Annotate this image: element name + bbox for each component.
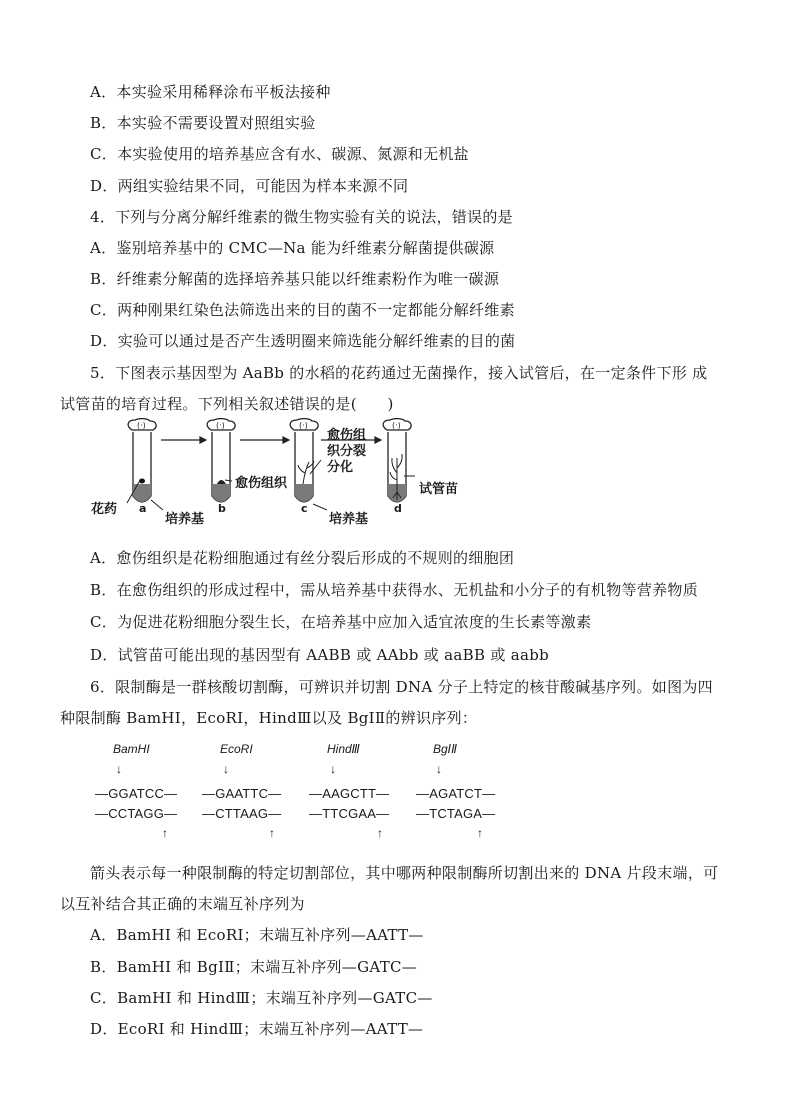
cut-arrow-up: ↑ (162, 826, 168, 840)
q5-option-c: C．为促进花粉细胞分裂生长，在培养基中应加入适宜浓度的生长素等激素 (90, 613, 592, 631)
q6-stem-line2: 种限制酶 BamHI，EcoRI，HindⅢ以及 BgⅠⅡ的辨识序列： (60, 709, 478, 727)
q4-option-b: B．纤维素分解菌的选择培养基只能以纤维素粉作为唯一碳源 (90, 270, 500, 288)
q3-option-a: A．本实验采用稀释涂布平板法接种 (90, 83, 331, 101)
q6-explanation-line1: 箭头表示每一种限制酶的特定切割部位，其中哪两种限制酶所切割出来的 DNA 片段末端，可 (90, 864, 719, 882)
label-anther: 花药 (91, 502, 118, 517)
svg-text:(·): (·) (299, 421, 308, 430)
svg-text:(·): (·) (392, 421, 401, 430)
cut-arrow-up: ↑ (269, 826, 275, 840)
q6-explanation-line2: 以互补结合其正确的末端互补序列为 (60, 895, 305, 913)
cut-arrow-down: ↓ (436, 762, 442, 776)
q6-option-a: A．BamHI 和 EcoRI；末端互补序列—AATT— (90, 926, 424, 944)
cut-arrow-down: ↓ (223, 762, 229, 776)
cut-arrow-up: ↑ (477, 826, 483, 840)
q3-option-c: C．本实验使用的培养基应含有水、碳源、氮源和无机盐 (90, 145, 469, 163)
enzyme-name-hindiii: HindⅢ (327, 742, 360, 756)
seq-hindiii-top: —AAGCTT— (309, 786, 390, 801)
q3-option-d: D．两组实验结果不同，可能因为样本来源不同 (90, 177, 409, 195)
label-process-1: 愈伤组 (327, 428, 367, 443)
q5-stem-line2: 试管苗的培育过程。下列相关叙述错误的是( ) (60, 395, 394, 413)
restriction-sequences-figure (95, 742, 515, 842)
cut-arrow-up: ↑ (377, 826, 383, 840)
q6-option-d: D．EcoRI 和 HindⅢ；末端互补序列—AATT— (90, 1020, 424, 1038)
tube-label-c: c (301, 502, 308, 515)
label-process-3: 分化 (327, 460, 354, 475)
q6-option-c: C．BamHI 和 HindⅢ；末端互补序列—GATC— (90, 989, 433, 1007)
seq-hindiii-bottom: —TTCGAA— (309, 806, 390, 821)
label-plantlet: 试管苗 (419, 482, 459, 497)
tissue-culture-figure (91, 418, 485, 527)
seq-bgiii-bottom: —TCTAGA— (416, 806, 496, 821)
enzyme-name-bgiii: BgⅠⅡ (433, 742, 458, 756)
tube-label-a: a (139, 502, 147, 515)
svg-text:(·): (·) (216, 421, 225, 430)
q3-option-b: B．本实验不需要设置对照组实验 (90, 114, 316, 132)
label-medium-b: 培养基 (165, 512, 205, 527)
seq-ecori-top: —GAATTC— (202, 786, 282, 801)
cut-arrow-down: ↓ (116, 762, 122, 776)
q5-option-b: B．在愈伤组织的形成过程中，需从培养基中获得水、无机盐和小分子的有机物等营养物质 (90, 581, 699, 599)
seq-bamhi-bottom: —CCTAGG— (95, 806, 178, 821)
enzyme-name-ecori: EcoRI (220, 742, 253, 756)
q4-stem: 4．下列与分离分解纤维素的微生物实验有关的说法，错误的是 (90, 208, 513, 226)
seq-bamhi-top: —GGATCC— (95, 786, 178, 801)
q6-option-b: B．BamHI 和 BgⅠⅡ；末端互补序列—GATC— (90, 958, 418, 976)
tube-label-d: d (394, 502, 402, 515)
test-tube-diagram (95, 418, 485, 518)
q4-option-c: C．两种刚果红染色法筛选出来的目的菌不一定都能分解纤维素 (90, 301, 515, 319)
q4-option-a: A．鉴别培养基中的 CMC—Na 能为纤维素分解菌提供碳源 (90, 239, 495, 257)
q5-option-d: D．试管苗可能出现的基因型有 AABB 或 AAbb 或 aaBB 或 aabb (90, 646, 550, 664)
q5-option-a: A．愈伤组织是花粉细胞通过有丝分裂后形成的不规则的细胞团 (90, 549, 515, 567)
q4-option-d: D．实验可以通过是否产生透明圈来筛选能分解纤维素的目的菌 (90, 332, 516, 350)
q6-stem-line1: 6．限制酶是一群核酸切割酶，可辨识并切割 DNA 分子上特定的核苷酸碱基序列。如图为四 (90, 678, 713, 696)
q5-stem-line1: 5．下图表示基因型为 AaBb 的水稻的花药通过无菌操作，接入试管后，在一定条件下形 成 (90, 364, 708, 382)
seq-bgiii-top: —AGATCT— (416, 786, 496, 801)
tube-label-b: b (218, 502, 226, 515)
label-medium-c: 培养基 (329, 512, 369, 527)
enzyme-name-bamhi: BamHI (113, 742, 150, 756)
cut-arrow-down: ↓ (330, 762, 336, 776)
label-callus: 愈伤组织 (235, 476, 288, 491)
seq-ecori-bottom: —CTTAAG— (202, 806, 282, 821)
label-process-2: 织分裂 (327, 444, 367, 459)
svg-text:(·): (·) (137, 421, 146, 430)
